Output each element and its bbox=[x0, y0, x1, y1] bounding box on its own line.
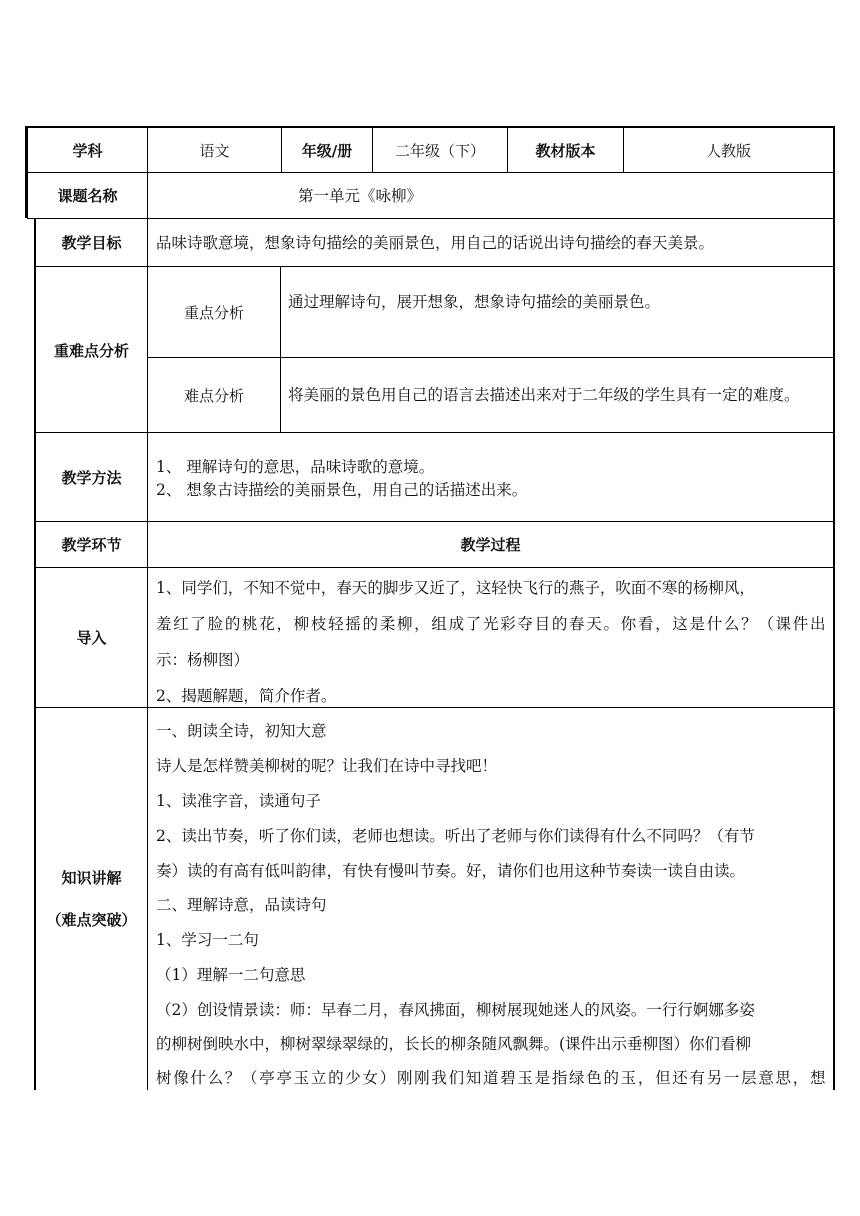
subject-label: 学科 bbox=[72, 141, 103, 160]
edition-value: 人教版 bbox=[705, 141, 751, 160]
grade-value: 二年级（下） bbox=[394, 141, 485, 160]
knowledge-line: 2、读出节奏，听了你们读，老师也想读。听出了老师与你们读得有什么不同吗？（有节 bbox=[156, 827, 755, 845]
key-point-text: 通过理解诗句，展开想象，想象诗句描绘的美丽景色。 bbox=[288, 293, 661, 311]
knowledge-line: 一、朗读全诗，初知大意 bbox=[156, 722, 327, 740]
method-label: 教学方法 bbox=[61, 468, 122, 487]
goal-label: 教学目标 bbox=[61, 234, 122, 252]
knowledge-label: 知识讲解 bbox=[61, 868, 122, 887]
goal-text: 品味诗歌意境，想象诗句描绘的美丽景色，用自己的话说出诗句描绘的春天美景。 bbox=[156, 234, 715, 252]
method-line: 1、 理解诗句的意思，品味诗歌的意境。 bbox=[156, 458, 435, 476]
row-line bbox=[35, 432, 834, 433]
row-line bbox=[35, 567, 834, 568]
knowledge-line: （2）创设情景读：师：早春二月，春风拂面，柳树展现她迷人的风姿。一行行婀娜多姿 bbox=[156, 1001, 755, 1019]
grade-label: 年级/册 bbox=[301, 141, 353, 160]
intro-label: 导入 bbox=[76, 628, 107, 647]
knowledge-line: 二、理解诗意，品读诗句 bbox=[156, 896, 327, 914]
edition-label: 教材版本 bbox=[535, 141, 596, 160]
table-border-right bbox=[833, 126, 835, 1090]
knowledge-sublabel: （难点突破） bbox=[46, 910, 137, 929]
method-line: 2、 想象古诗描绘的美丽景色，用自己的话描述出来。 bbox=[156, 481, 528, 499]
intro-line: 羞红了脸的桃花，柳枝轻摇的柔柳，组成了光彩夺目的春天。你看，这是什么？（课件出 bbox=[156, 615, 828, 633]
knowledge-line: 树像什么？（亭亭玉立的少女）刚刚我们知道碧玉是指绿色的玉，但还有另一层意思，想 bbox=[156, 1069, 828, 1087]
lesson-label: 课题名称 bbox=[57, 187, 118, 205]
intro-line: 2、揭题解题，简介作者。 bbox=[156, 687, 337, 705]
knowledge-line: （1）理解一二句意思 bbox=[156, 966, 306, 984]
intro-line: 示：杨柳图） bbox=[156, 651, 250, 669]
row-line bbox=[35, 266, 834, 267]
intro-line: 1、同学们，不知不觉中，春天的脚步又近了，这轻快飞行的燕子，吹面不寒的杨柳风， bbox=[156, 579, 755, 597]
analysis-label: 重难点分析 bbox=[53, 341, 129, 360]
process-header: 教学过程 bbox=[460, 536, 521, 554]
knowledge-line: 1、读准字音，读通句子 bbox=[156, 792, 321, 810]
knowledge-line: 1、学习一二句 bbox=[156, 931, 259, 949]
analysis-col-divider bbox=[280, 266, 281, 432]
row-line bbox=[35, 707, 834, 708]
knowledge-line: 的柳树倒映水中，柳树翠绿翠绿的，长长的柳条随风飘舞。(课件出示垂柳图）你们看柳 bbox=[156, 1035, 752, 1053]
key-point-label: 重点分析 bbox=[183, 303, 244, 322]
row-line bbox=[27, 218, 834, 219]
knowledge-line: 奏）读的有高有低叫韵律，有快有慢叫节奏。好，请你们也用这种节奏读一读自由读。 bbox=[156, 862, 746, 880]
row-line bbox=[147, 357, 834, 358]
subject-value: 语文 bbox=[199, 141, 230, 160]
stage-header: 教学环节 bbox=[61, 536, 122, 554]
knowledge-line: 诗人是怎样赞美柳树的呢？让我们在诗中寻找吧！ bbox=[156, 757, 498, 775]
col-divider-main bbox=[147, 126, 148, 1090]
difficulty-label: 难点分析 bbox=[183, 386, 244, 405]
row-line bbox=[27, 172, 834, 173]
lesson-title: 第一单元《咏柳》 bbox=[298, 187, 423, 205]
difficulty-text: 将美丽的景色用自己的语言去描述出来对于二年级的学生具有一定的难度。 bbox=[288, 386, 800, 404]
